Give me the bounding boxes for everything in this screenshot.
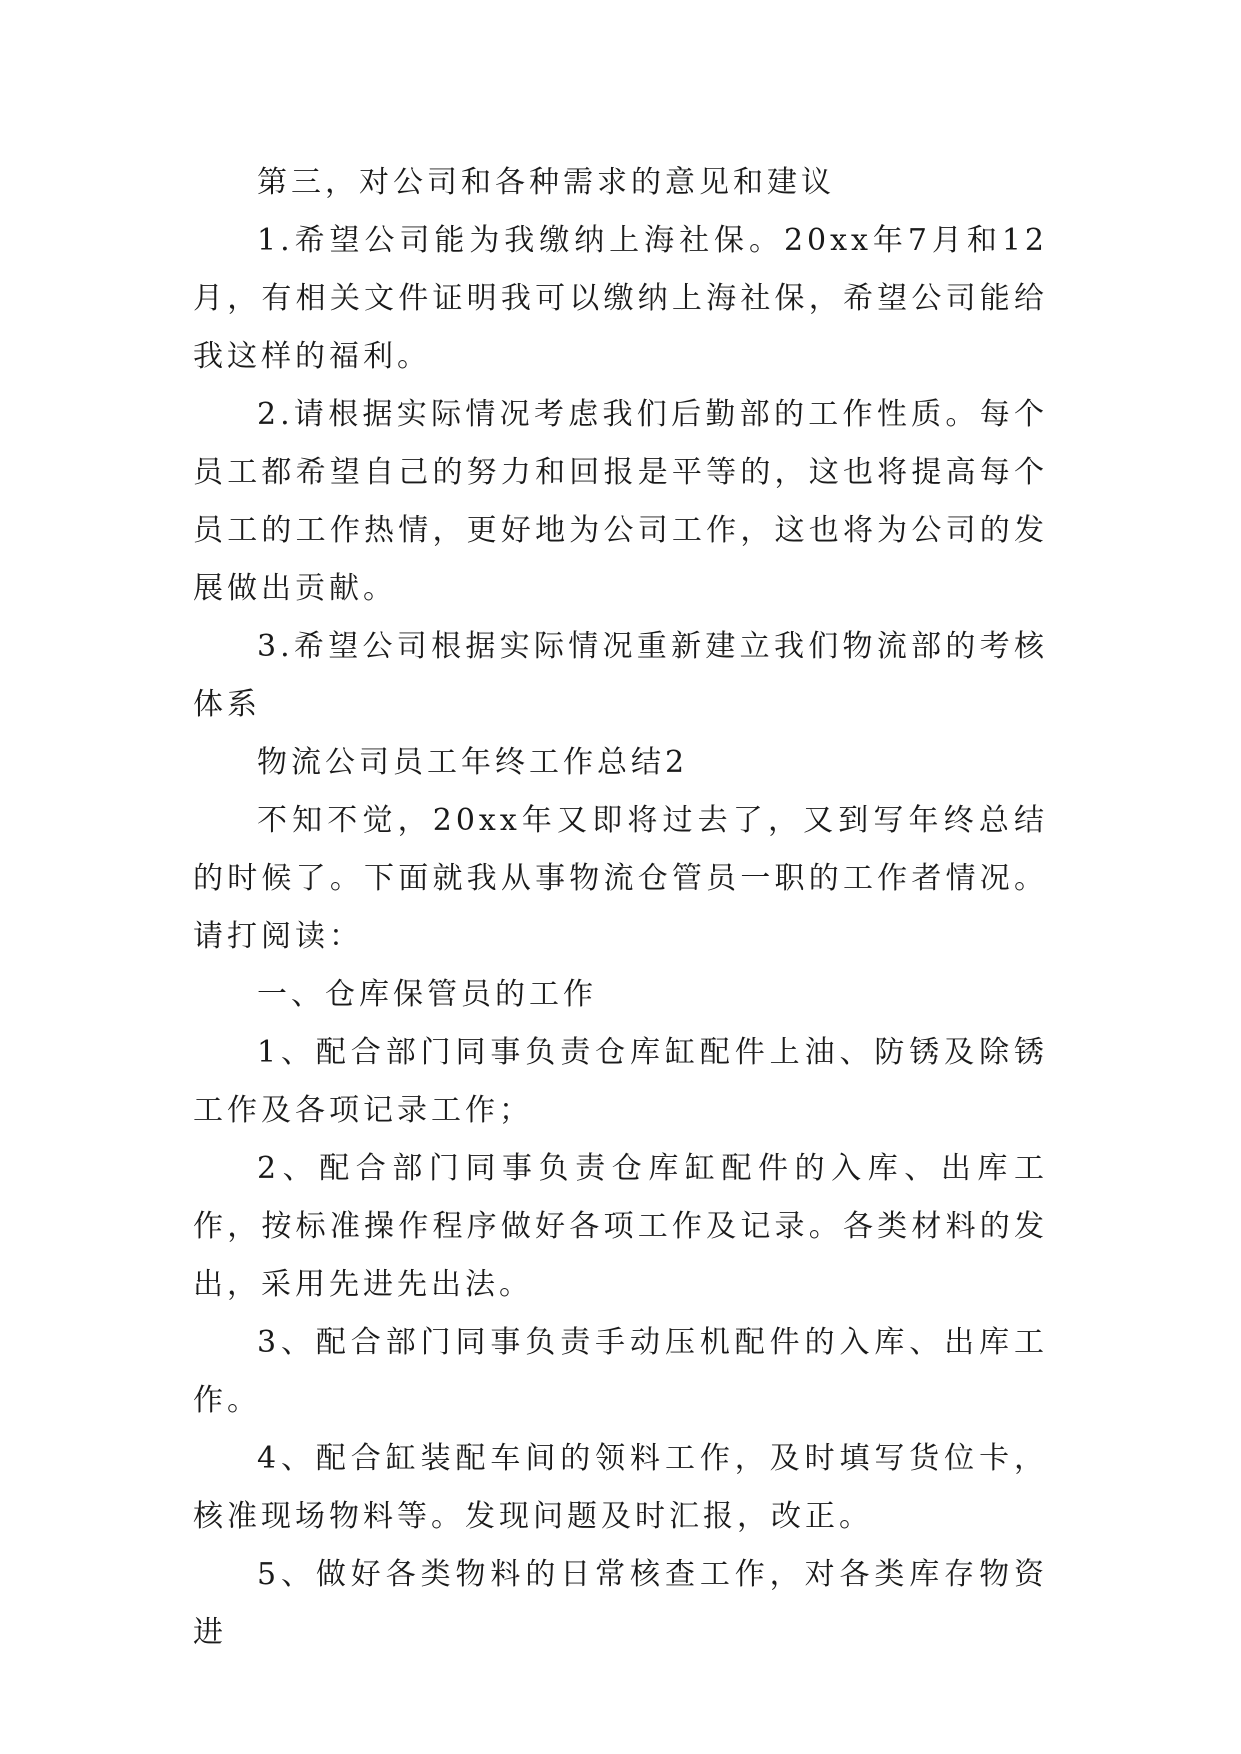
paragraph-intro: 不知不觉，20xx年又即将过去了，又到写年终总结的时候了。下面就我从事物流仓管员一职的工作者情况。请打阅读： bbox=[193, 803, 1048, 954]
paragraph-suggestion-3: 3.希望公司根据实际情况重新建立我们物流部的考核体系 bbox=[193, 629, 1048, 722]
paragraph-duty-3: 3、配合部门同事负责手动压机配件的入库、出库工作。 bbox=[193, 1325, 1048, 1418]
paragraph-duty-2: 2、配合部门同事负责仓库缸配件的入库、出库工作，按标准操作程序做好各项工作及记录。各类材料的发出，采用先进先出法。 bbox=[193, 1151, 1048, 1302]
paragraph-duty-1: 1、配合部门同事负责仓库缸配件上油、防锈及除锈工作及各项记录工作； bbox=[193, 1035, 1048, 1128]
paragraph-section-one-heading: 一、仓库保管员的工作 bbox=[257, 977, 597, 1012]
paragraph-duty-4: 4、配合缸装配车间的领料工作，及时填写货位卡，核准现场物料等。发现问题及时汇报，改正。 bbox=[193, 1441, 1048, 1534]
paragraph-title-summary-2: 物流公司员工年终工作总结2 bbox=[257, 745, 689, 780]
paragraph-suggestion-1: 1.希望公司能为我缴纳上海社保。20xx年7月和12月，有相关文件证明我可以缴纳上海社保，希望公司能给我这样的福利。 bbox=[193, 223, 1048, 374]
document-body bbox=[193, 154, 1048, 1662]
paragraph-duty-5: 5、做好各类物料的日常核查工作，对各类库存物资进 bbox=[193, 1557, 1048, 1650]
paragraph-section-three-heading: 第三，对公司和各种需求的意见和建议 bbox=[257, 165, 835, 200]
paragraph-suggestion-2: 2.请根据实际情况考虑我们后勤部的工作性质。每个员工都希望自己的努力和回报是平等的，这也将提高每个员工的工作热情，更好地为公司工作，这也将为公司的发展做出贡献。 bbox=[193, 397, 1048, 606]
